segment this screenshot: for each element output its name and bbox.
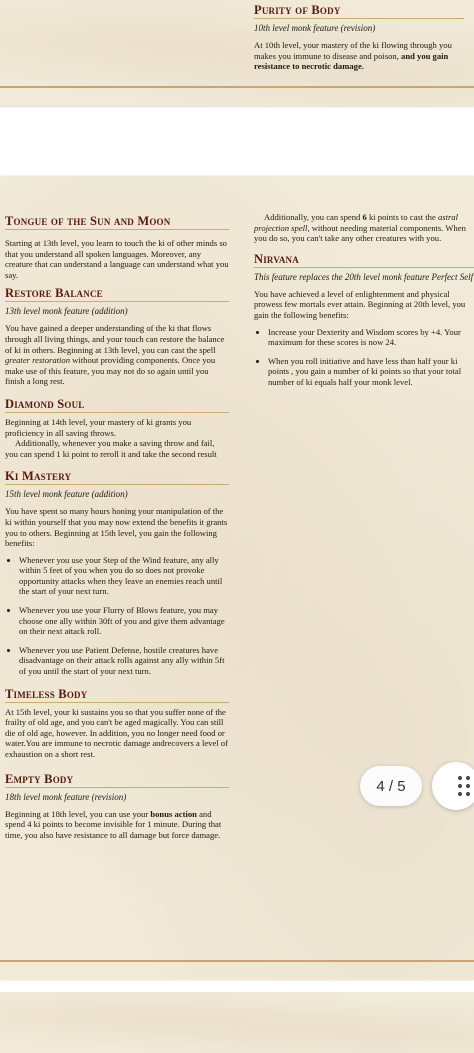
bullet-list xyxy=(254,327,474,388)
more-vert-icon xyxy=(458,776,470,796)
section-text: Beginning at 14th level, your mastery of ki grants you proficiency in all saving throws. xyxy=(5,416,192,438)
section-subtitle: 18th level monk feature (revision) xyxy=(5,791,127,802)
right-column xyxy=(254,212,474,396)
section-heading: Empty Body xyxy=(5,772,229,788)
more-options-button[interactable] xyxy=(432,762,474,810)
section-heading: Nirvana xyxy=(254,252,474,268)
section-subtitle: This feature replaces the 20th level monk feature Perfect Self xyxy=(254,271,474,282)
section-subtitle: 15th level monk feature (addition) xyxy=(5,489,128,500)
empty-body-section xyxy=(5,772,229,841)
section-heading: Ki Mastery xyxy=(5,469,229,485)
purity-of-body-section xyxy=(254,3,464,78)
section-text: You have gained a deeper understanding of the ki that flows through all living things, and your touch can restore the balance of ki in others. Beginning at 13th level, you can cast the spell greater restoration without providing components. Once you make use of this feature, you may not do so again until you finish a long rest. xyxy=(5,323,225,387)
section-subtitle: 13th level monk feature (addition) xyxy=(5,306,128,317)
bullet-list xyxy=(5,555,229,677)
section-text: Beginning at 18th level, you can use your bonus action and spend 4 ki points to become invisible for 1 minute. During that time, you also have resistance to all damage but force damage. xyxy=(5,808,222,840)
section-subtitle: 10th level monk feature (revision) xyxy=(254,23,376,33)
tongue-section xyxy=(5,214,229,280)
list-item: • Whenever you use your Flurry of Blows feature, you may choose one ally within 30ft of you and give them advantage on their next attack roll. xyxy=(19,605,229,637)
section-text: You have achieved a level of enlightenment and physical prowess few mortals ever attain. Beginning at 20th level, you gain the following benefits: xyxy=(254,288,466,320)
section-text: At 10th level, your mastery of the ki flowing through you makes you immune to disease and poison, and you gain resistance to necrotic damage. xyxy=(254,40,452,72)
list-item: • Whenever you use your Step of the Wind feature, any ally within 5 feet of you when you do so does not provoke opportunity attacks when they leave an enemies reach until the start of your next turn. xyxy=(19,555,229,597)
page-footer-rule xyxy=(0,960,474,962)
left-column xyxy=(5,214,229,846)
section-text: Additionally, whenever you make a saving throw and fail, you can spend 1 ki point to reroll it and take the second result xyxy=(5,438,217,459)
section-text: At 15th level, your ki sustains you so that you suffer none of the frailty of old age, and you can't be aged magically. You can still die of old age, however. In addition, you no longer need food or water.You are immune to necrotic damage andrecovers a level of exhaustion on a short rest. xyxy=(5,706,228,759)
section-heading: Tongue of the Sun and Moon xyxy=(5,214,229,230)
section-heading: Timeless Body xyxy=(5,687,229,703)
list-item: • When you roll initiative and have less than half your ki points , you gain a number of ki points so that your total number of ki equals half your monk level. xyxy=(268,356,474,388)
list-item: • Whenever you use Patient Defense, hostile creatures have disadvantage on their attack rolls against any ally within 5ft of you until the start of your next turn. xyxy=(19,645,229,677)
nirvana-section xyxy=(254,252,474,388)
document-page-bottom xyxy=(0,992,474,1053)
section-heading: Diamond Soul xyxy=(5,397,229,413)
list-item: • Increase your Dexterity and Wisdom scores by +4. Your maximum for these scores is now 24. xyxy=(268,327,474,348)
timeless-body-section xyxy=(5,687,229,760)
restore-balance-section xyxy=(5,286,229,387)
document-page-top xyxy=(0,0,474,106)
section-heading: Purity of Body xyxy=(254,3,464,19)
empty-body-continued-text: Additionally, you can spend 6 ki points to cast the astral projection spell, without needing material components. When you do so, you can't take any other creatures with you. xyxy=(254,212,466,244)
diamond-soul-section xyxy=(5,397,229,459)
section-heading: Restore Balance xyxy=(5,286,229,302)
document-page-main xyxy=(0,176,474,980)
page-footer-rule xyxy=(0,86,474,88)
section-text: You have spent so many hours honing your manipulation of the ki within yourself that you may now extend the benefits it grants you to others. Beginning at 15th level, you gain the following benefits: xyxy=(5,506,228,549)
section-text: Starting at 13th level, you learn to touch the ki of other minds so that you understand all spoken languages. Moreover, any creature that can understand a language can understand what you say. xyxy=(5,238,229,280)
ki-mastery-section xyxy=(5,469,229,676)
page-indicator: 4 / 5 xyxy=(360,766,422,806)
